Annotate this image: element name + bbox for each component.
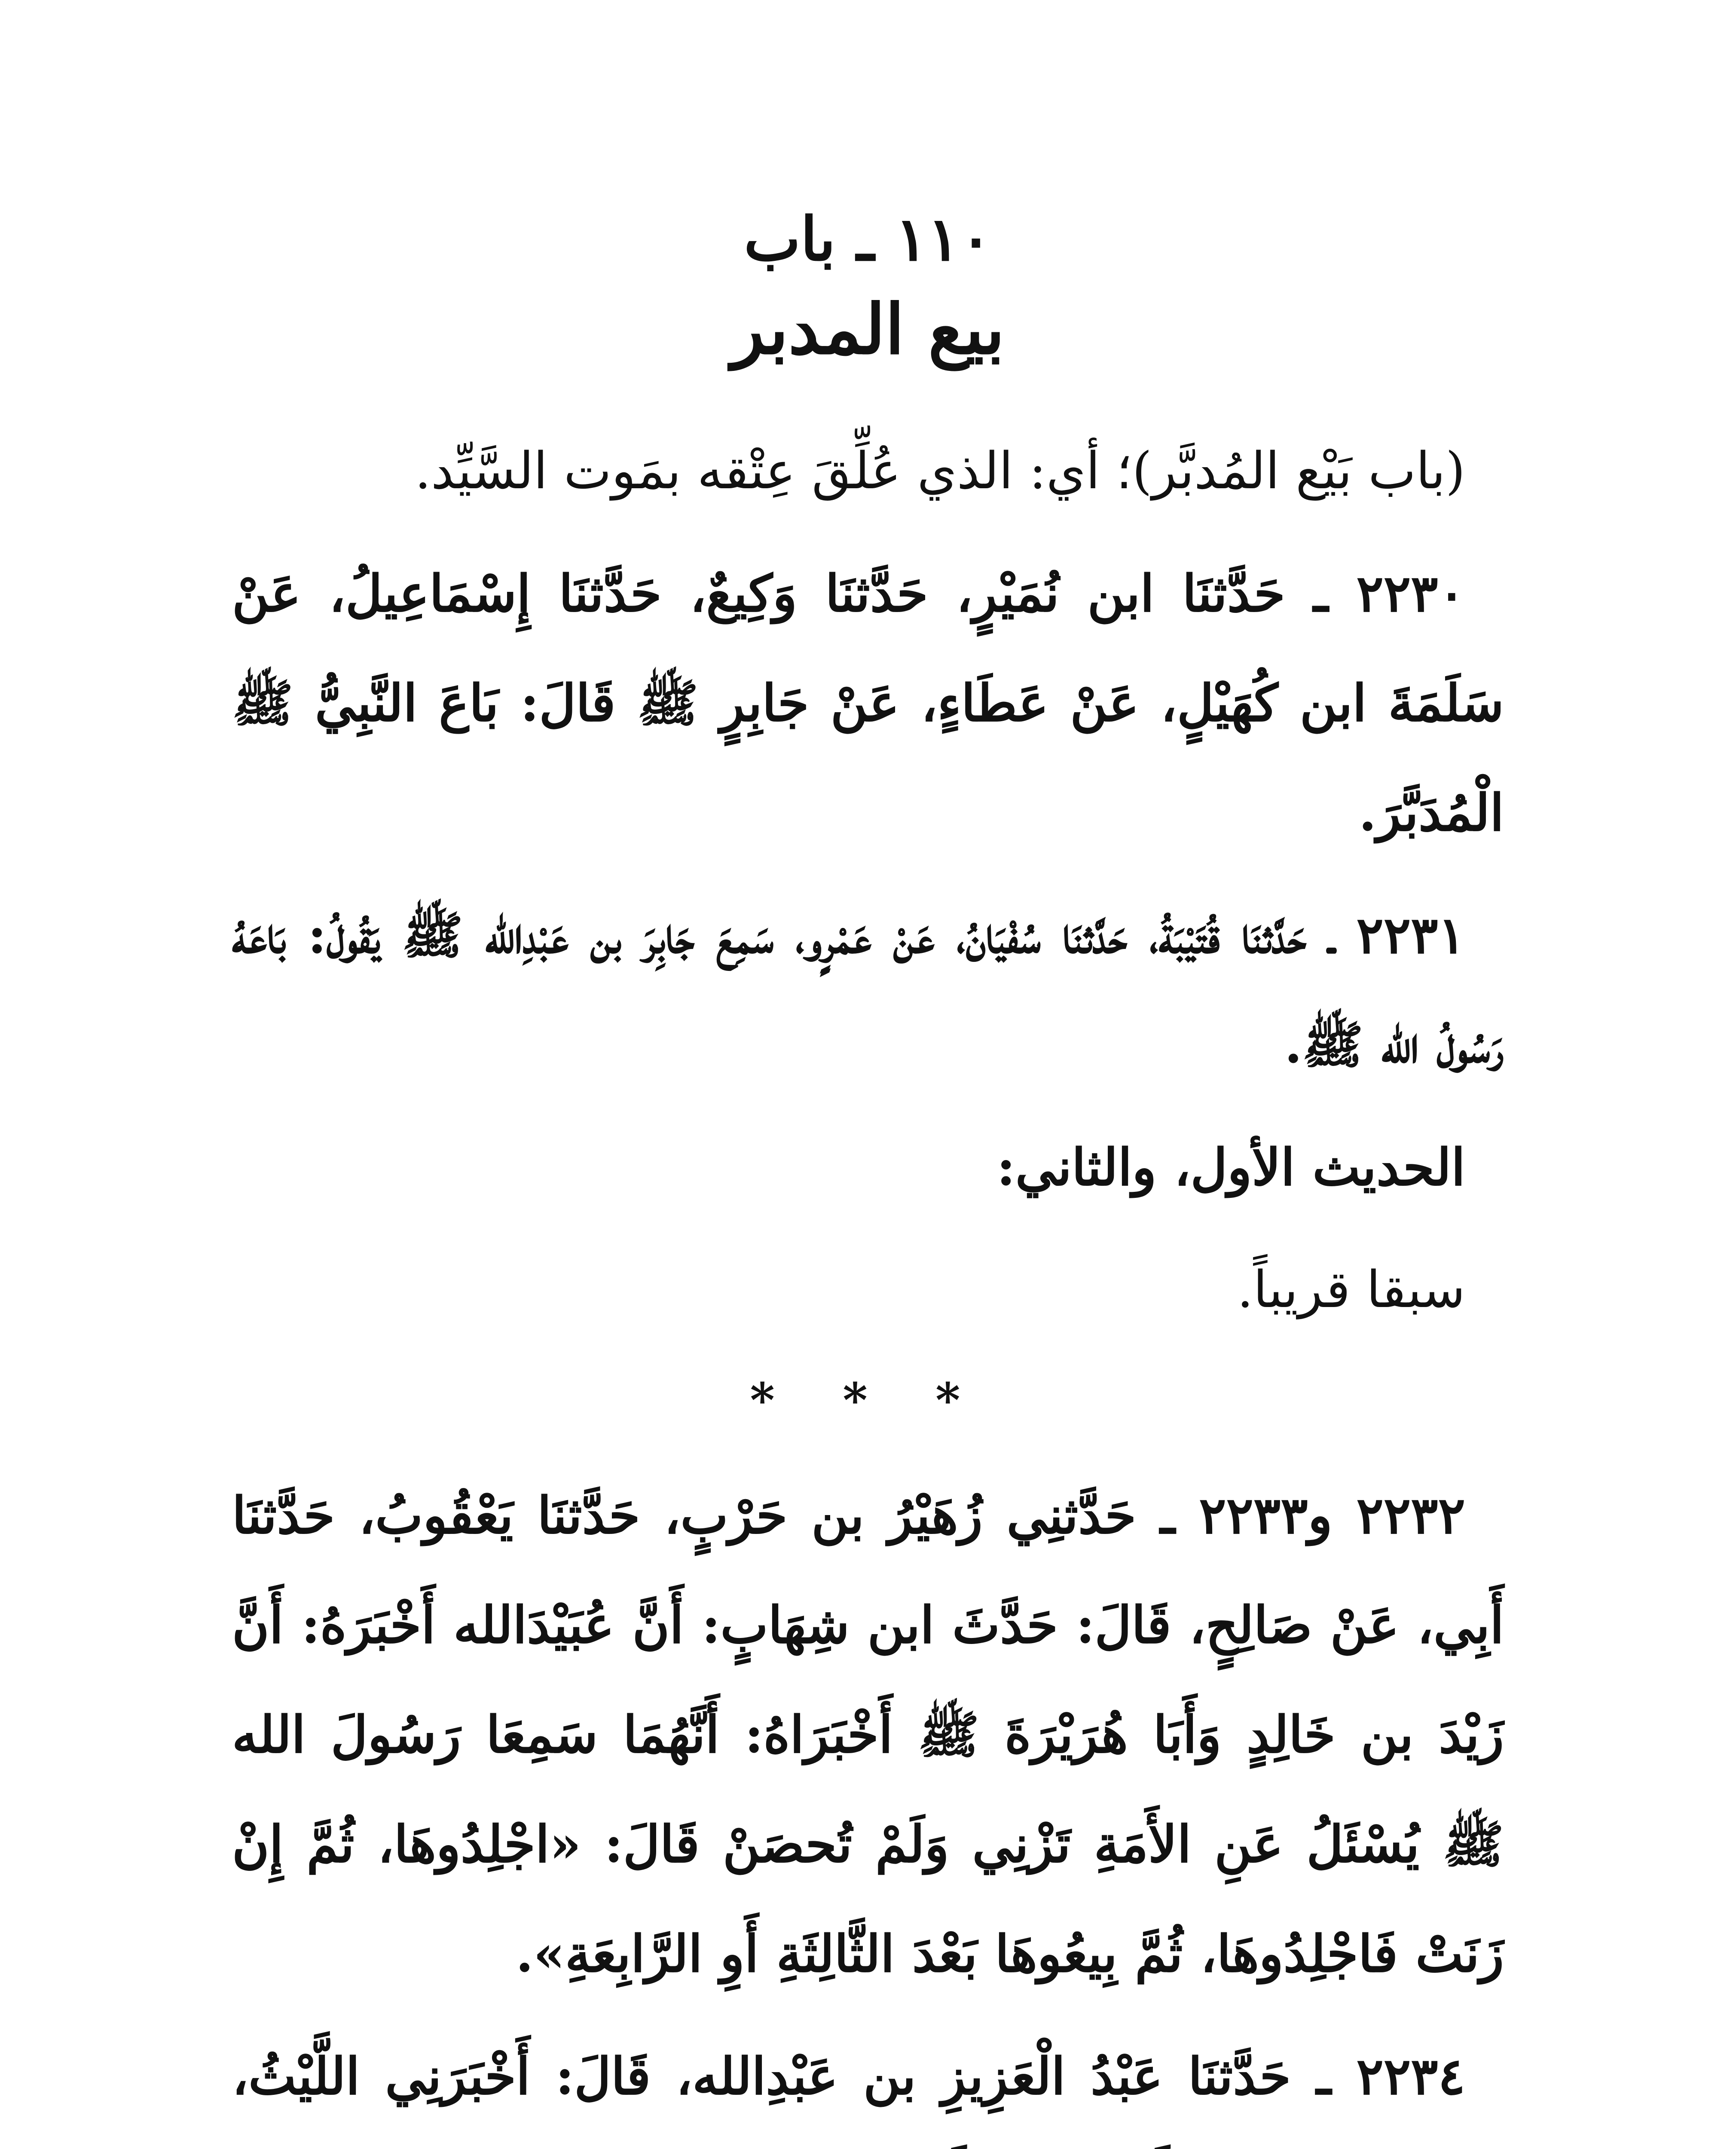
commentary-text: سبقا قريباً. <box>1237 1260 1465 1319</box>
hadith-2234: ٢٢٣٤ ـ حَدَّثنَا عَبْدُ الْعَزِيزِ بن عَبْدِالله، قَالَ: أَخْبَرَنِي اللَّيْثُ، <box>232 2046 1465 2106</box>
commentary-heading: الحديث الأول، والثاني: <box>996 1137 1465 1197</box>
chapter-title: بيع المدبر <box>731 289 1005 370</box>
chapter-number: ١١٠ ـ باب <box>744 204 992 275</box>
hadith-2230: ٢٢٣٠ ـ حَدَّثنَا ابن نُمَيْرٍ، حَدَّثنَا وَكِيعٌ، حَدَّثنَا إِسْمَاعِيلُ، عَنْ سَلَمَةَ ابن كُهَيْلٍ، عَنْ عَطَاءٍ، عَنْ جَابِرٍ ﷺ قَالَ: بَاعَ النَّبِيُّ ﷺ الْمُدَبَّرَ. <box>232 563 1504 842</box>
hadith-2231: ٢٢٣١ ـ حَدَّثنَا قُتَيْبَةُ، حَدَّثنَا سُفْيَانُ، عَنْ عَمْرٍو، سَمِعَ جَابِرَ بن عَبْدِالله ﷺ يَقُولُ: بَاعَهُ رَسُولُ الله ﷺ. <box>232 905 1504 1074</box>
chapter-gloss: (باب بَيْع المُدبَّر)؛ أي: الذي عُلِّقَ عِتْقه بمَوت السَّيِّد. <box>415 441 1465 500</box>
section-separator: * * * <box>750 1372 986 1428</box>
hadith-2232-2233: ٢٢٣٢ و٢٢٣٣ ـ حَدَّثنِي زُهَيْرُ بن حَرْبٍ، حَدَّثنَا يَعْقُوبُ، حَدَّثنَا أَبِي، عَنْ صَالِحٍ، قَالَ: حَدَّثَ ابن شِهَابٍ: أَنَّ عُبَيْدَالله أَخْبَرَهُ: أَنَّ زَيْدَ بن خَالِدٍ وَأَبَا هُرَيْرَةَ ﷺ أَخْبَرَاهُ: أَنَّهُمَا سَمِعَا رَسُولَ الله ﷺ يُسْئَلُ عَنِ الأَمَةِ تَزْنِي وَلَمْ تُحصَنْ قَالَ: «اجْلِدُوهَا، ثُمَّ إِنْ زَنَتْ فَاجْلِدُوهَا، ثُمَّ بِيعُوهَا بَعْدَ الثَّالِثَةِ أَوِ الرَّابِعَةِ». <box>232 1485 1504 1984</box>
